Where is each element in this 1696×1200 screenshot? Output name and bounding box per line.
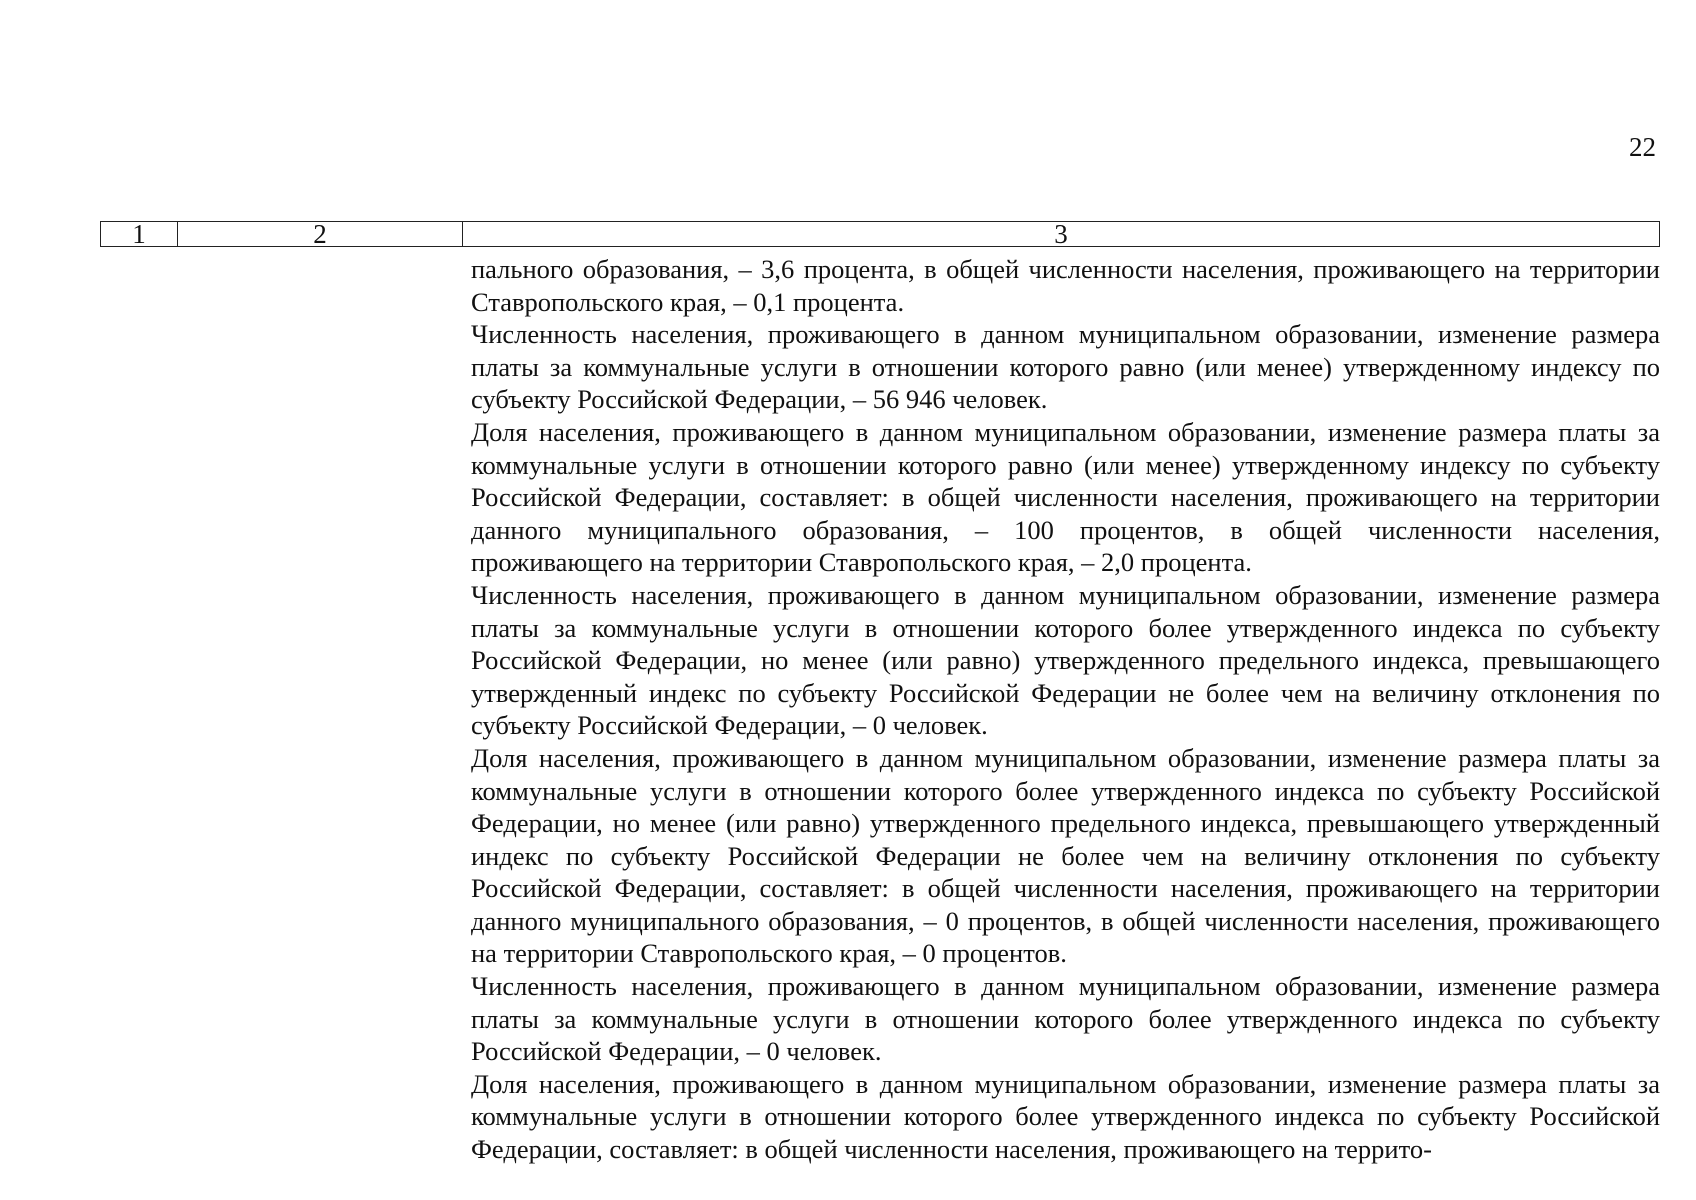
- paragraph-1: пального образования, – 3,6 процента, в общей численности населения, проживающего на территории Ставропольского края, – 0,1 процента.: [471, 254, 1660, 317]
- column-header-table: [100, 221, 1660, 247]
- paragraph-7: Доля населения, проживающего в данном муниципальном образовании, изменение размера платы за коммунальные услуги в отношении которого более утвержденного индекса по субъекту Российской Федерации, составляет: в общей численности населения, проживающего на террито-: [471, 1068, 1660, 1165]
- paragraph-5: Доля населения, проживающего в данном муниципальном образовании, изменение размера платы за коммунальные услуги в отношении которого более утвержденного индекса по субъекту Российской Федерации, но менее (или равно) утвержденного предельного индекса, превышающего утвержденный индекс по субъекту Российской Федерации не более чем на величину отклонения по субъекту Российской Федерации, составляет: в общей численности населения, проживающего на территории данного муниципального образования, – 0 процентов, в общей численности населения, проживающего на территории Ставропольского края, – 0 процентов.: [471, 742, 1660, 969]
- column-header-3: 3: [463, 222, 1660, 247]
- column-header-2: 2: [178, 222, 463, 247]
- paragraph-4: Численность населения, проживающего в данном муниципальном образовании, изменение размера платы за коммунальные услуги в отношении которого более утвержденного индекса по субъекту Российской Федерации, но менее (или равно) утвержденного предельного индекса, превышающего утвержденный индекс по субъекту Российской Федерации не более чем на величину отклонения по субъекту Российской Федерации, – 0 человек.: [471, 579, 1660, 741]
- column-header-1: 1: [101, 222, 178, 247]
- paragraph-2: Численность населения, проживающего в данном муниципальном образовании, изменение размера платы за коммунальные услуги в отношении которого равно (или менее) утвержденному индексу по субъекту Российской Федерации, – 56 946 человек.: [471, 319, 1660, 415]
- document-body: [471, 253, 1660, 1166]
- column-header-row: [101, 222, 1660, 247]
- paragraph-6: Численность населения, проживающего в данном муниципальном образовании, изменение размера платы за коммунальные услуги в отношении которого более утвержденного индекса по субъекту Российской Федерации, – 0 человек.: [471, 971, 1660, 1067]
- paragraph-3: Доля населения, проживающего в данном муниципальном образовании, изменение размера платы за коммунальные услуги в отношении которого равно (или менее) утвержденному индексу по субъекту Российской Федерации, составляет: в общей численности населения, проживающего на территории данного муниципального образования, – 100 процентов, в общей численности населения, проживающего на территории Ставропольского края, – 2,0 процента.: [471, 416, 1660, 578]
- page-number: 22: [1629, 132, 1656, 162]
